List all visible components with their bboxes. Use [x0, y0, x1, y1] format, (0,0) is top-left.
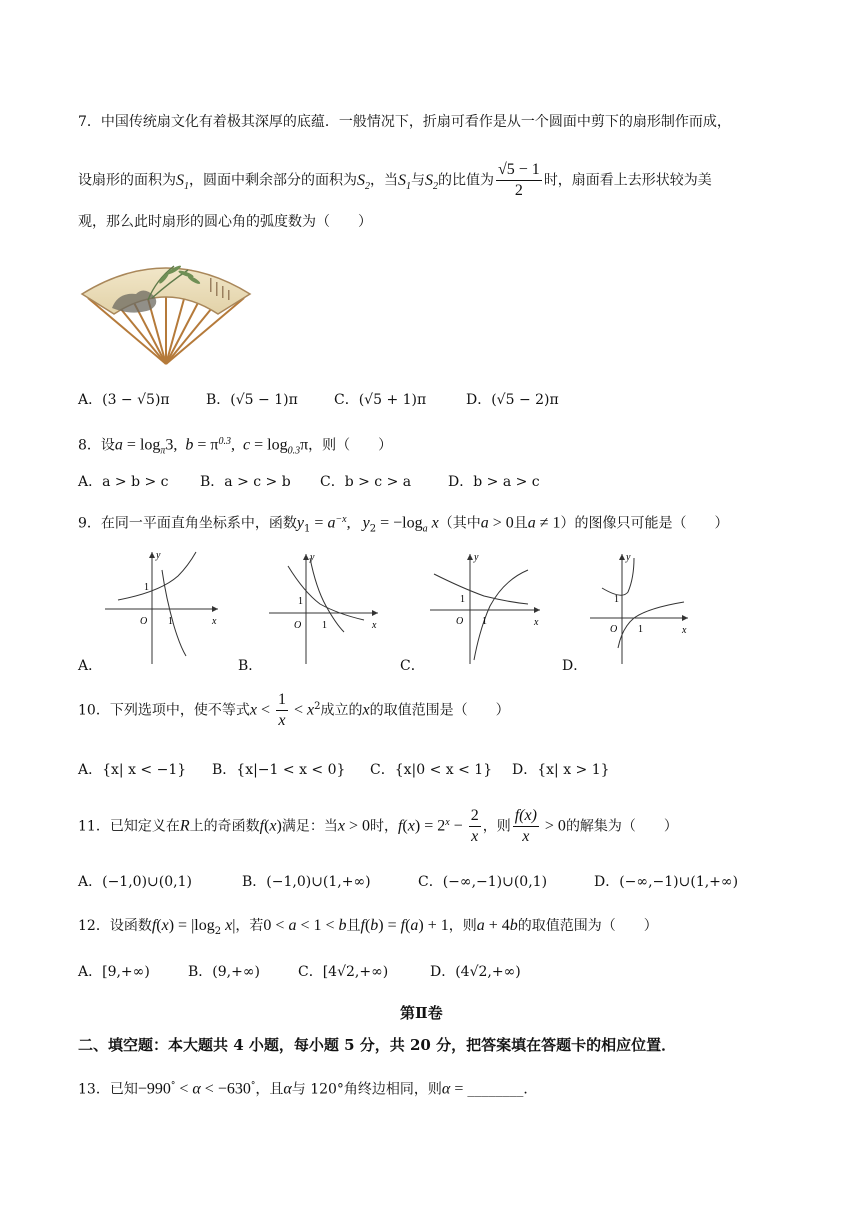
y-arrow-icon — [467, 554, 473, 560]
svg-text:O: O — [140, 616, 148, 627]
q10-option-d[interactable]: D．{x| x > 1} — [512, 762, 610, 778]
two-over-x-fraction: $\frac{2}{x}$ — [470, 807, 479, 845]
q11-option-c[interactable]: C．(−∞,−1)∪(0,1) — [418, 874, 548, 890]
q11-option-a[interactable]: A．(−1,0)∪(0,1) — [78, 874, 192, 890]
y-arrow-icon — [149, 552, 155, 558]
svg-text:O: O — [610, 624, 618, 635]
one-over-x-fraction: $\frac{1}{x}$ — [277, 691, 286, 729]
svg-text:1: 1 — [298, 596, 303, 607]
answer-blank[interactable]: ________ — [467, 1081, 524, 1098]
q8-option-a[interactable]: A．a > b > c — [78, 474, 169, 490]
y-arrow-icon — [619, 554, 625, 560]
svg-text:x: x — [372, 620, 377, 631]
q12-option-d[interactable]: D．(4√2,+∞) — [430, 964, 521, 980]
q8-stem: 8．设$a = \log_\pi 3$, $b = \pi^{0.3}$, $c = \log_{0.3}\pi$，则（ ） — [78, 436, 393, 457]
graph-option-a[interactable] — [100, 546, 225, 666]
y-arrow-icon — [303, 554, 309, 560]
svg-text:y: y — [626, 552, 631, 563]
q11-option-d[interactable]: D．(−∞,−1)∪(1,+∞) — [594, 874, 739, 890]
svg-text:O: O — [456, 616, 464, 627]
q12-option-a[interactable]: A．[9,+∞) — [78, 964, 150, 980]
graph-label-c: C． — [400, 658, 425, 674]
svg-text:y: y — [474, 552, 479, 563]
q7-option-a[interactable]: A．(3 − √5)π — [78, 392, 170, 408]
q10-option-b[interactable]: B．{x|−1 < x < 0} — [212, 762, 346, 778]
graph-option-c[interactable] — [428, 548, 548, 666]
q8-option-b[interactable]: B．a > c > b — [200, 474, 291, 490]
q12-option-c[interactable]: C．[4√2,+∞) — [298, 964, 389, 980]
q12-option-b[interactable]: B．(9,+∞) — [188, 964, 260, 980]
ratio-fraction: $\frac{√5 - 1}{2}$ — [498, 161, 540, 199]
fill-in-section-heading: 二、填空题：本大题共 4 小题，每小题 5 分，共 20 分，把答案填在答题卡的相应位置． — [78, 1036, 677, 1054]
q12-stem: 12．设函数$f(x) = |\log_2$ x|，若0 < a < 1 < b且f(b) = f(a) + 1，则a + 4b的取值范围为（ ） — [78, 917, 658, 937]
svg-text:1: 1 — [614, 594, 619, 605]
q7-text-2a: 设扇形的面积为 — [78, 172, 176, 189]
q7-line2 — [78, 160, 712, 201]
graph-label-b: B． — [238, 658, 263, 674]
q7-option-d[interactable]: D．(√5 − 2)π — [466, 392, 559, 408]
svg-text:x: x — [212, 616, 217, 627]
svg-text:1: 1 — [482, 616, 487, 627]
q7-text-2d: 与 — [411, 172, 425, 189]
q7-option-c[interactable]: C．(√5 + 1)π — [334, 392, 427, 408]
graph-option-d[interactable] — [588, 548, 692, 666]
s2-symbol: $S_2$ — [357, 171, 370, 192]
q7-line3 — [78, 212, 372, 232]
svg-text:1: 1 — [322, 620, 327, 631]
s1-symbol-2: $S_1$ — [398, 171, 411, 192]
svg-text:O: O — [294, 620, 302, 631]
q11-stem: 11．已知定义在R上的奇函数f(x)满足：当x > 0时，$f(x) = 2^x$ − $\frac{2}{x}$ ，则 $\frac{f(x)}{x}$ > 0的解集为（ ） — [78, 807, 678, 845]
svg-text:1: 1 — [168, 616, 173, 627]
svg-text:1: 1 — [144, 582, 149, 593]
q7-text-2b: ，圆面中剩余部分的面积为 — [189, 172, 357, 189]
graph-option-b[interactable] — [264, 548, 384, 666]
svg-text:y: y — [156, 550, 161, 561]
graph-label-d: D． — [562, 658, 588, 674]
x-arrow-icon — [212, 606, 218, 612]
q9-stem: 9．在同一平面直角坐标系中，函数$y_1 = a^{-x}$, $y_2 = -\log_a$ x（其中a > 0且a ≠ 1）的图像只可能是（ ） — [78, 514, 729, 535]
q7-text-2e: 的比值为 — [438, 172, 494, 189]
svg-text:1: 1 — [638, 624, 643, 635]
q8-option-c[interactable]: C．b > c > a — [320, 474, 412, 490]
q7-text-1: 7．中国传统扇文化有着极其深厚的底蕴．一般情况下，折扇可看作是从一个圆面中剪下的扇形制作而成， — [78, 114, 731, 130]
fx-over-x-fraction: $\frac{f(x)}{x}$ — [514, 807, 537, 845]
q7-line1 — [78, 112, 731, 132]
s1-symbol: $S_1$ — [176, 171, 189, 192]
s2-symbol-2: $S_2$ — [425, 171, 438, 192]
svg-text:1: 1 — [460, 594, 465, 605]
x-arrow-icon — [534, 607, 540, 613]
folding-fan-image — [78, 256, 254, 368]
svg-text:x: x — [534, 617, 539, 628]
q10-stem: 10．下列选项中，使不等式x < $\frac{1}{x}$ < $x^2$成立的x的取值范围是（ ） — [78, 691, 510, 729]
q8-expression: a — [114, 436, 123, 454]
q7-option-b[interactable]: B．(√5 − 1)π — [206, 392, 298, 408]
x-arrow-icon — [372, 610, 378, 616]
q13-stem: 13．已知−990° < α < −630°，且α与 120°角终边相同，则α = ________． — [78, 1080, 538, 1098]
part-2-title: 第Ⅱ卷 — [400, 1004, 443, 1022]
q8-option-d[interactable]: D．b > a > c — [448, 474, 540, 490]
q7-text-2f: 时，扇面看上去形状较为美 — [543, 172, 712, 189]
q7-text-2c: ，当 — [370, 172, 398, 189]
q10-option-a[interactable]: A．{x| x < −1} — [78, 762, 187, 778]
q11-option-b[interactable]: B．(−1,0)∪(1,+∞) — [242, 874, 371, 890]
graph-label-a: A． — [78, 658, 103, 674]
q7-text-3: 观，那么此时扇形的圆心角的弧度数为（ ） — [78, 214, 372, 230]
q10-option-c[interactable]: C．{x|0 < x < 1} — [370, 762, 493, 778]
svg-text:x: x — [682, 625, 687, 636]
x-arrow-icon — [682, 615, 688, 621]
svg-text:y: y — [310, 552, 315, 563]
